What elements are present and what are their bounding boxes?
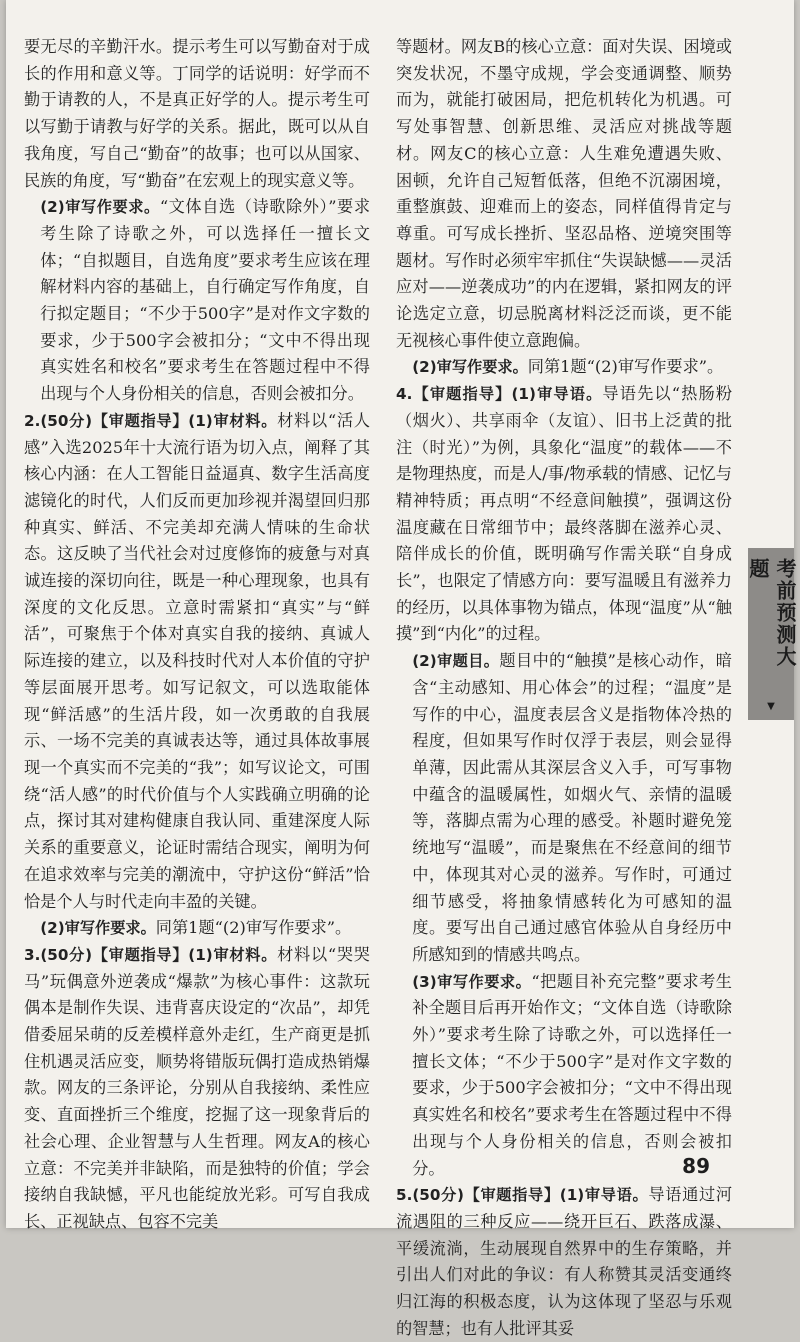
question-number: 3. — [24, 945, 41, 964]
section-label: (2)审题目。 — [412, 652, 500, 671]
question-item — [396, 381, 732, 648]
paragraph-text: “把题目补充完整”要求考生补全题目后再开始作文；“文体自选（诗歌除外）”要求考生除了诗歌之外，可以选择任一擅长文体；“不少于500字”是对作文字数的要求，少于500字会被扣分；“文中不得出现真实姓名和校名”要求考生在答题过程中不得出现与个人身份相关的信息，否则会被扣分。 — [412, 971, 732, 1178]
triangle-down-icon: ▼ — [767, 701, 775, 712]
left-column — [24, 34, 370, 1236]
question-number: 2. — [24, 411, 41, 430]
paragraph-text: “文体自选（诗歌除外）”要求考生除了诗歌之外，可以选择任一擅长文体；“自拟题目，自选角度”要求考生应该在理解材料内容的基础上，自行确定写作角度，自行拟定题目；“不少于500字”是对作文字数的要求，少于500字会被扣分；“文中不得出现真实姓名和校名”要求考生在答题过程中不得出现与个人身份相关的信息，否则会被扣分。 — [40, 197, 371, 404]
paragraph — [396, 354, 732, 381]
section-label: (50分)【审题指导】(1)审材料。 — [40, 411, 278, 430]
question-number: 4. — [396, 385, 413, 404]
question-number: 5. — [396, 1186, 413, 1205]
section-label: (50分)【审题指导】(1)审材料。 — [40, 945, 278, 964]
question-item — [24, 942, 370, 1236]
question-item — [24, 408, 370, 915]
side-tab — [746, 548, 797, 720]
section-label: (2)审写作要求。 — [40, 198, 160, 217]
paragraph-text: 材料以“哭哭马”玩偶意外逆袭成“爆款”为核心事件：这款玩偶本是制作失误、违背喜庆设定的“次品”，却凭借委屈呆萌的反差模样意外走红，生产商更是抓住机遇灵活应变，顺势将错版玩偶打造成热销爆款。网友的三条评论，分别从自我接纳、柔性应变、直面挫折三个维度，挖掘了这一现象背后的社会心理、企业智慧与人生哲理。网友A的核心立意：不完美并非缺陷，而是独特的价值；学会接纳自我缺憾，平凡也能绽放光彩。可写自我成长、正视缺点、包容不完美 — [24, 944, 370, 1231]
section-label: (2)审写作要求。 — [40, 919, 156, 938]
paragraph-text: 题目中的“触摸”是核心动作，暗含“主动感知、用心体会”的过程；“温度”是写作的中心，温度表层含义是指物体冷热的程度，但如果写作时仅浮于表层，则会显得单薄，因此需从其深层含义入手，可写事物中蕴含的温暖属性，如烟火气、亲情的温暖等，落脚点需为心理的感受。补题时避免笼统地写“温暖”，而是聚焦在不经意间的细节中，体现其对心灵的滋养。写作时，可通过细节感受，将抽象情感转化为可感知的温度。要写出自己通过感官体验从自身经历中所感知到的情感共鸣点。 — [412, 651, 732, 964]
paragraph — [396, 648, 732, 968]
question-item — [396, 1182, 732, 1342]
paragraph: 要无尽的辛勤汗水。提示考生可以写勤奋对于成长的作用和意义等。丁同学的话说明：好学而不勤于请教的人，不是真正好学的人。提示考生可以写勤于请教与好学的关系。据此，既可以从自我角度，写自己“勤奋”的故事；也可以从国家、民族的角度，写“勤奋”在宏观上的现实意义等。 — [24, 37, 370, 190]
paragraph-text: 导语先以“热肠粉（烟火）、共享雨伞（友谊）、旧书上泛黄的批注（时光）”为例，具象化“温度”的载体——不是物理热度，而是人/事/物承载的情感、记忆与精神特质；再点明“不经意间触摸”，强调这份温度藏在日常细节中；最终落脚在滋养心灵、陪伴成长的价值，既明确写作需关联“自身成长”，也限定了情感方向：要写温暖且有滋养力的经历，以具体事物为锚点，体现“温度”从“触摸”到“内化”的过程。 — [396, 384, 733, 644]
paragraph-text: 同第1题“(2)审写作要求”。 — [527, 357, 724, 377]
paragraph — [396, 969, 732, 1183]
paragraph-text: 同第1题“(2)审写作要求”。 — [155, 918, 352, 938]
paragraph: 等题材。网友B的核心立意：面对失误、困境或突发状况，不墨守成规，学会变通调整、顺势而为，就能打破困局，把危机转化为机遇。可写处事智慧、创新思维、灵活应对挑战等题材。网友C的核心立意：人生难免遭遇失败、困顿，允许自己短暂低落，但绝不沉溺困境，重整旗鼓、迎难而上的姿态，同样值得肯定与尊重。可写成长挫折、坚忍品格、逆境突围等题材。写作时必须牢牢抓住“失误缺憾——灵活应对——逆袭成功”的内在逻辑，紧扣网友的评论选定立意，切忌脱离材料泛泛而谈，更不能无视核心事件使立意跑偏。 — [396, 37, 732, 350]
section-label: 【审题指导】(1)审导语。 — [412, 385, 603, 404]
side-tab-label: 考前预测大题 — [746, 558, 797, 668]
right-column — [396, 34, 732, 1342]
paragraph — [24, 194, 370, 408]
document-page — [6, 0, 797, 1338]
paragraph — [24, 915, 370, 942]
page-number: 89 — [682, 1154, 710, 1178]
section-label: (2)审写作要求。 — [412, 358, 528, 377]
paragraph-text: 导语通过河流遇阻的三种反应——绕开巨石、跌落成瀑、平缓流淌，生动展现自然界中的生存策略，并引出人们对此的争议：有人称赞其灵活变通终归江海的积极态度，认为这体现了坚忍与乐观的智慧；也有人批评其妥 — [396, 1185, 733, 1338]
section-label: (3)审写作要求。 — [412, 972, 532, 991]
paragraph-text: 材料以“活人感”入选2025年十大流行语为切入点，阐释了其核心内涵：在人工智能日益逼真、数字生活高度滤镜化的时代，人们反而更加珍视并渴望回归那种真实、鲜活、不完美却充满人情味的生命状态。这反映了当代社会对过度修饰的疲惫与对真诚连接的深切向往，既是一种心理现象，也具有深度的文化反思。立意时需紧扣“真实”与“鲜活”，可聚焦于个体对真实自我的接纳、真诚人际连接的建立，以及科技时代对人本价值的守护等层面展开思考。如写记叙文，可以选取能体现“鲜活感”的生活片段，如一次勇敢的自我展示、一场不完美的真诚表达等，通过具体故事展现一个真实而不完美的“我”；如写议论文，可围绕“活人感”的时代价值与个人实践确立明确的论点，探讨其对建构健康自我认同、重建深度人际关系的重要意义，论证时需结合现实，阐明为何在追求效率与完美的潮流中，守护这份“鲜活”恰恰是个人与时代走向丰盈的关键。 — [24, 410, 370, 911]
section-label: (50分)【审题指导】(1)审导语。 — [412, 1186, 649, 1205]
